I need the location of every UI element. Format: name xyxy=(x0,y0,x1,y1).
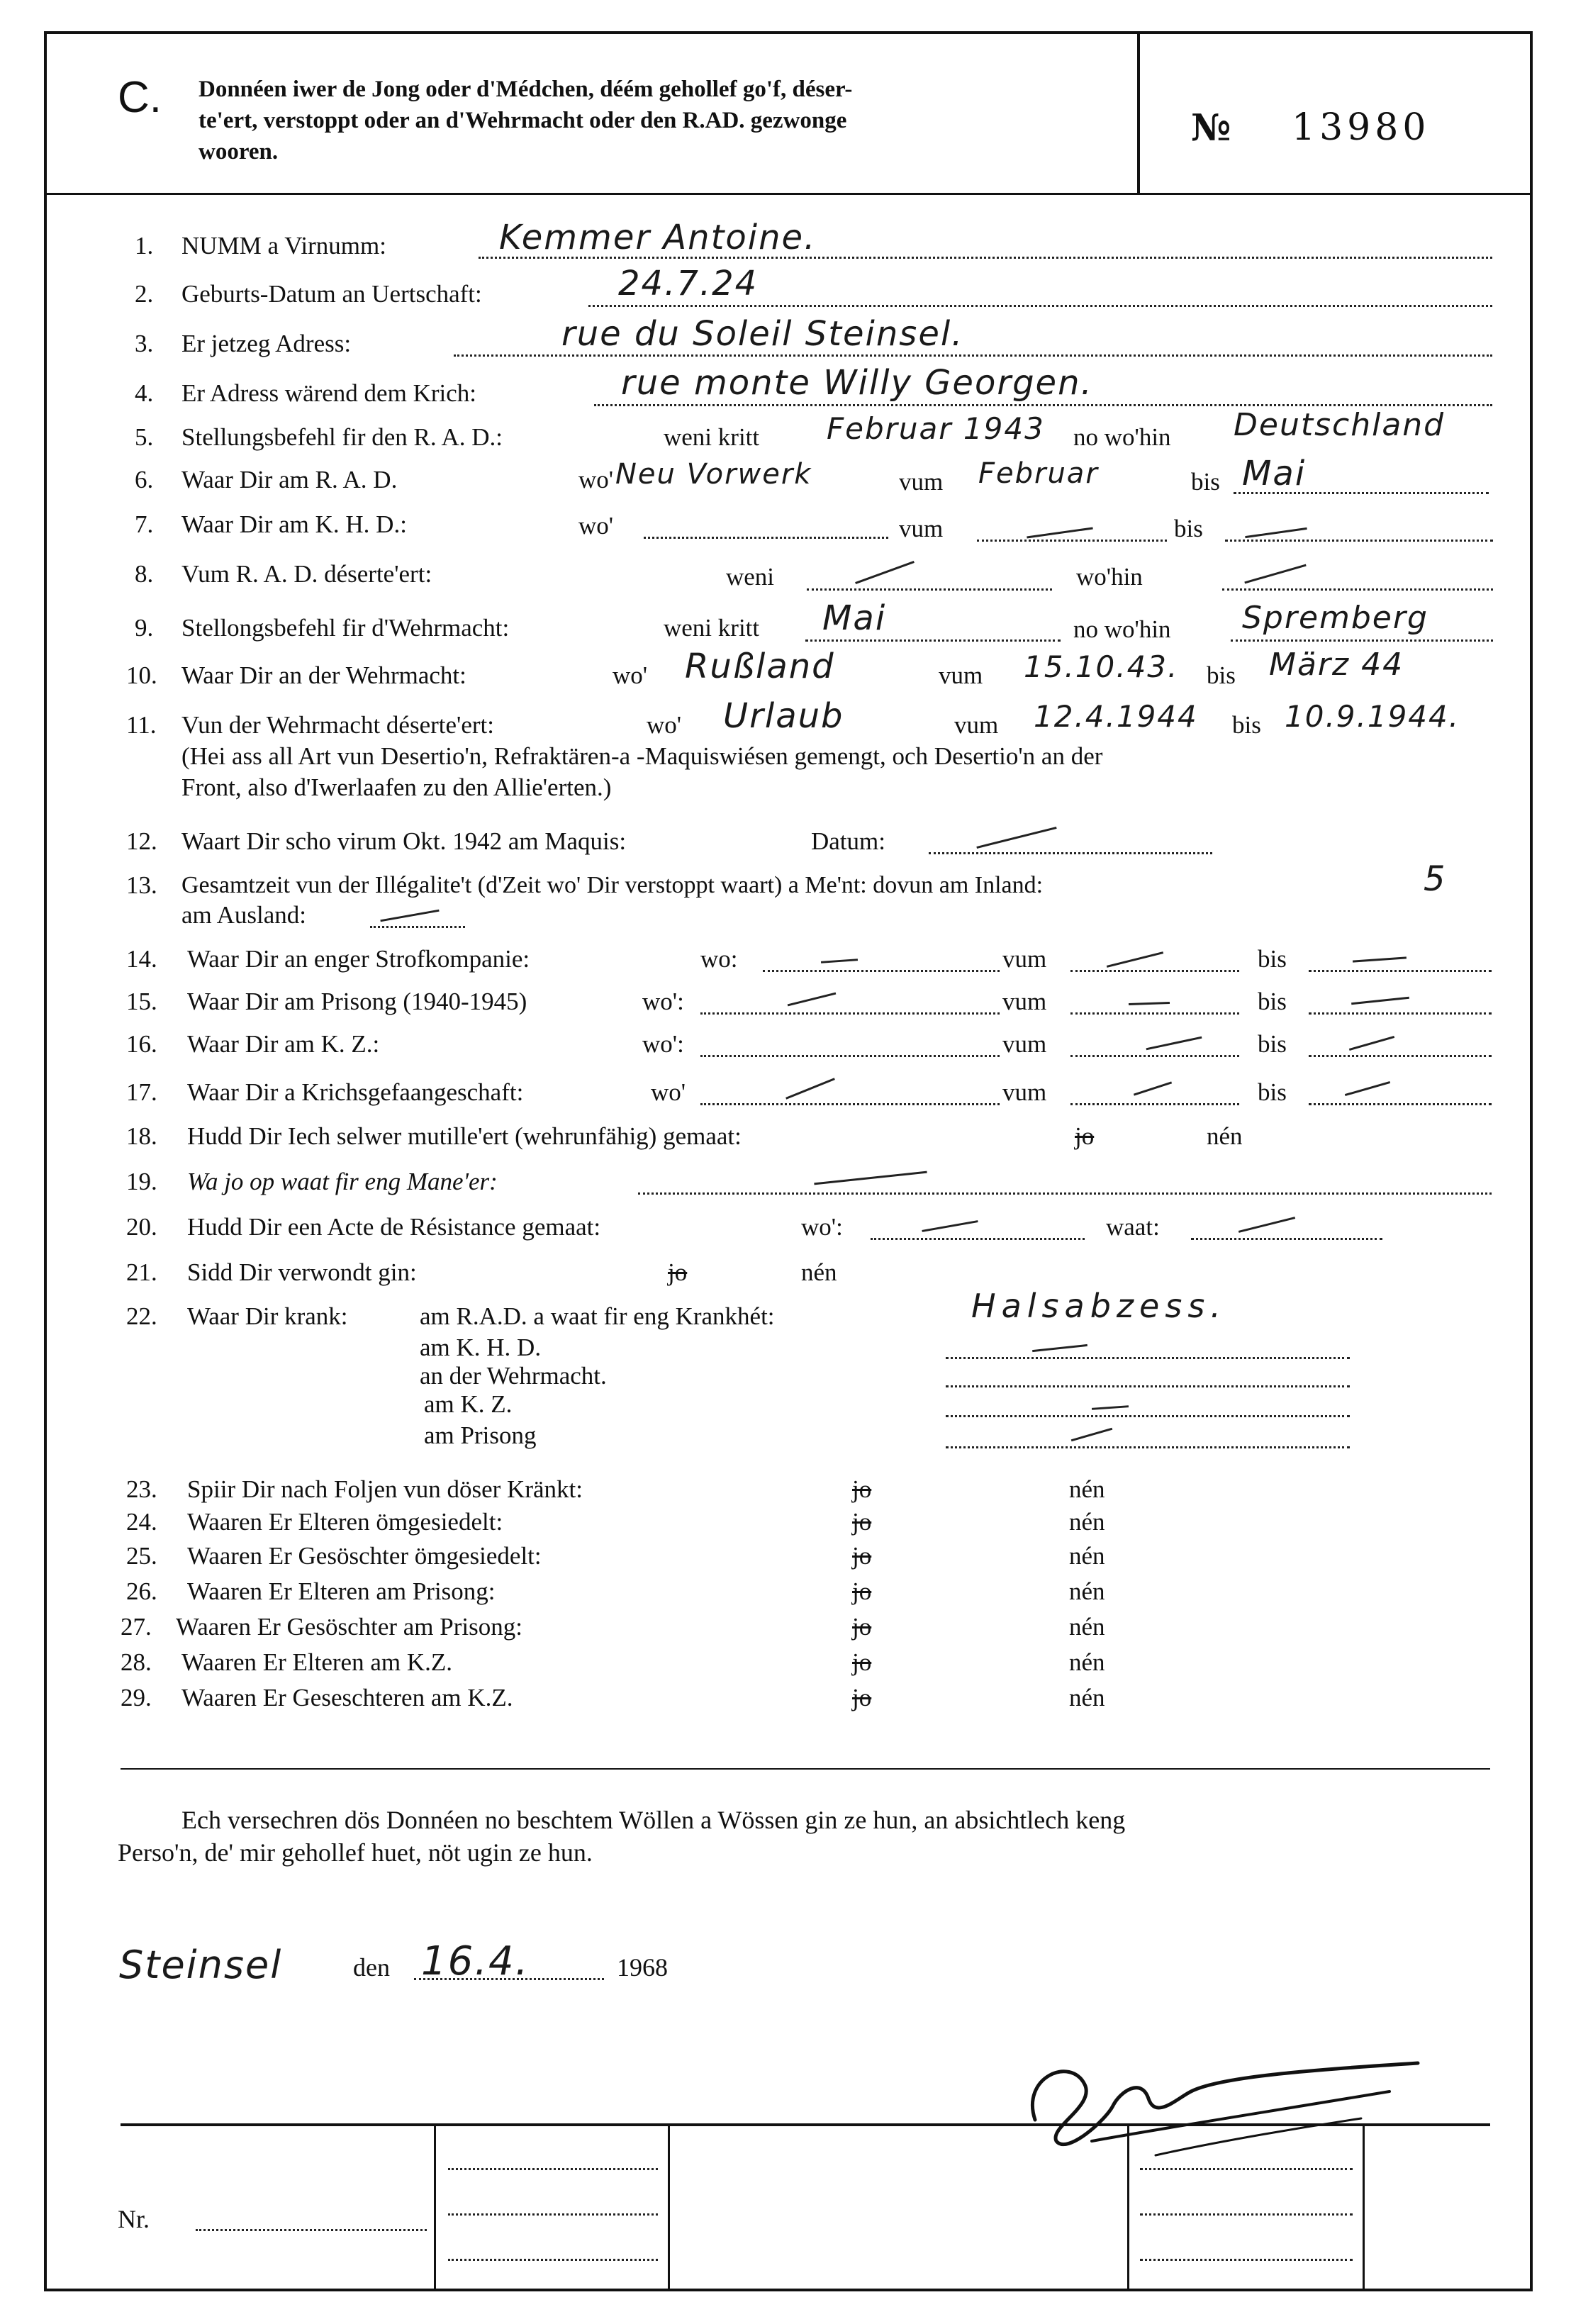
field-12-datum-label: Datum: xyxy=(811,827,885,855)
field-15-wo-label: wo': xyxy=(642,988,684,1015)
field-22-sub-kz: am K. Z. xyxy=(424,1390,513,1418)
field-8-weni-label: weni xyxy=(726,563,775,591)
field-15-label: Waar Dir am Prisong (1940-1945) xyxy=(187,988,527,1015)
signature-year: 1968 xyxy=(617,1953,668,1982)
field-7-wo-label: wo' xyxy=(578,512,614,540)
field-17-wo-label: wo' xyxy=(651,1078,686,1106)
field-21-number: 21. xyxy=(126,1258,157,1286)
field-16-number: 16. xyxy=(126,1030,157,1058)
field-19-label: Wa jo op waat fir eng Mane'er: xyxy=(187,1168,498,1195)
field-1-number: 1. xyxy=(135,232,154,259)
field-14-wo-line xyxy=(763,970,1000,972)
field-22-sub-prisong: am Prisong xyxy=(424,1421,537,1449)
header-bottom-rule xyxy=(44,193,1533,195)
field-15-bis-label: bis xyxy=(1258,988,1287,1015)
field-17-vum-label: vum xyxy=(1002,1078,1047,1106)
field-7-wo-line xyxy=(644,537,888,539)
field-23-nen-option[interactable]: nén xyxy=(1069,1475,1105,1503)
field-17-number: 17. xyxy=(126,1078,157,1106)
field-12-number: 12. xyxy=(126,827,157,855)
field-26-nen-option[interactable]: nén xyxy=(1069,1577,1105,1605)
field-10-label: Waar Dir an der Wehrmacht: xyxy=(181,661,466,689)
field-1-label: NUMM a Virnumm: xyxy=(181,232,386,259)
form-title-line-3: wooren. xyxy=(198,139,279,164)
field-22-rad-value[interactable]: Halsabzess. xyxy=(971,1287,1226,1325)
field-21-nen-option[interactable]: nén xyxy=(801,1258,837,1286)
field-23-label: Spiir Dir nach Foljen vun döser Kränkt: xyxy=(187,1475,583,1503)
field-11-note-line-1: (Hei ass all Art vun Desertio'n, Refraktären-a -Maquiswiésen gemengt, och Desertio'n an der xyxy=(181,742,1103,770)
footer-cell-1c xyxy=(448,2259,658,2261)
field-15-bis-line xyxy=(1309,1012,1492,1015)
field-2-label: Geburts-Datum an Uertschaft: xyxy=(181,280,482,308)
field-5-wohin-value[interactable]: Deutschland xyxy=(1234,407,1446,443)
field-4-label: Er Adress wärend dem Krich: xyxy=(181,379,476,407)
footer-cell-3c xyxy=(1140,2259,1353,2261)
field-12-datum-line xyxy=(929,852,1212,854)
field-20-waat-label: waat: xyxy=(1106,1213,1160,1241)
field-10-wo-label: wo' xyxy=(613,661,648,689)
field-21-label: Sidd Dir verwondt gin: xyxy=(187,1258,417,1286)
field-29-jo-option[interactable]: jo xyxy=(852,1684,872,1711)
field-20-label: Hudd Dir een Acte de Résistance gemaat: xyxy=(187,1213,601,1241)
field-14-label: Waar Dir an enger Strofkompanie: xyxy=(187,945,530,973)
field-6-bis-value[interactable]: Mai xyxy=(1242,454,1307,493)
footer-nr-label: Nr. xyxy=(118,2205,150,2233)
form-title-line-2: te'ert, verstoppt oder an d'Wehrmacht oder den R.AD. gezwonge xyxy=(198,108,847,133)
footer-nr-line xyxy=(196,2229,427,2231)
field-14-vum-label: vum xyxy=(1002,945,1047,973)
field-22-number: 22. xyxy=(126,1302,157,1330)
field-10-bis-value[interactable]: März 44 xyxy=(1269,647,1404,683)
field-9-label: Stellongsbefehl fir d'Wehrmacht: xyxy=(181,614,510,642)
field-15-vum-line xyxy=(1070,1012,1239,1015)
field-26-jo-option[interactable]: jo xyxy=(852,1577,872,1605)
field-16-vum-line xyxy=(1070,1055,1239,1057)
field-6-wo-value[interactable]: Neu Vorwerk xyxy=(615,458,812,491)
field-21-jo-option[interactable]: jo xyxy=(668,1258,688,1286)
field-16-vum-label: vum xyxy=(1002,1030,1047,1058)
field-22-sub-rad: am R.A.D. a waat fir eng Krankhét: xyxy=(420,1302,775,1330)
footer-col-1 xyxy=(434,2123,436,2291)
field-18-number: 18. xyxy=(126,1122,157,1150)
field-20-wo-line xyxy=(871,1238,1085,1240)
field-27-number: 27. xyxy=(121,1613,152,1641)
field-27-nen-option[interactable]: nén xyxy=(1069,1613,1105,1641)
declaration-rule xyxy=(121,1768,1490,1770)
field-6-bis-line xyxy=(1234,492,1489,494)
field-15-wo-line xyxy=(700,1012,1000,1015)
field-29-nen-option[interactable]: nén xyxy=(1069,1684,1105,1711)
field-16-bis-line xyxy=(1309,1055,1492,1057)
field-26-number: 26. xyxy=(126,1577,157,1605)
footer-cell-1a xyxy=(448,2168,658,2170)
field-9-wohin-line xyxy=(1231,639,1493,642)
field-3-label: Er jetzeg Adress: xyxy=(181,330,352,357)
field-6-vum-value[interactable]: Februar xyxy=(978,457,1099,490)
field-22-wehrmacht-line xyxy=(946,1385,1350,1387)
field-11-wo-label: wo' xyxy=(647,711,682,739)
field-5-label: Stellungsbefehl fir den R. A. D.: xyxy=(181,423,503,451)
field-11-vum-label: vum xyxy=(954,711,999,739)
field-7-bis-line xyxy=(1225,540,1493,542)
form-title-line-1: Donnéen iwer de Jong oder d'Médchen, déém gehollef go'f, déser- xyxy=(198,77,853,102)
field-9-weni-value[interactable]: Mai xyxy=(822,598,887,638)
field-16-wo-line xyxy=(700,1055,1000,1057)
field-8-weni-line xyxy=(807,588,1052,591)
field-20-waat-line xyxy=(1191,1238,1382,1240)
field-9-number: 9. xyxy=(135,614,154,642)
field-2-line xyxy=(588,305,1492,307)
field-24-number: 24. xyxy=(126,1508,157,1536)
field-11-note-line-2: Front, also d'Iwerlaafen zu den Allie'erten.) xyxy=(181,773,612,801)
field-22-sub-khd: am K. H. D. xyxy=(420,1334,542,1361)
field-23-jo-option[interactable]: jo xyxy=(852,1475,872,1503)
signature-date-line xyxy=(414,1978,604,1980)
footer-cell-3a xyxy=(1140,2168,1353,2170)
field-6-vum-label: vum xyxy=(899,468,944,496)
field-9-weni-label: weni kritt xyxy=(664,614,760,642)
field-13-ausland-line xyxy=(370,926,465,928)
field-25-nen-option[interactable]: nén xyxy=(1069,1542,1105,1570)
field-18-nen-option[interactable]: nén xyxy=(1207,1122,1243,1150)
field-22-prisong-line xyxy=(946,1446,1350,1448)
field-4-value[interactable]: rue monte Willy Georgen. xyxy=(621,363,1093,403)
field-27-jo-option[interactable]: jo xyxy=(852,1613,872,1641)
field-14-vum-line xyxy=(1070,970,1239,972)
field-4-number: 4. xyxy=(135,379,154,407)
field-22-khd-line xyxy=(946,1357,1350,1359)
field-5-wohin-label: no wo'hin xyxy=(1073,423,1171,451)
field-27-label: Waaren Er Gesöschter am Prisong: xyxy=(176,1613,522,1641)
field-24-label: Waaren Er Elteren ömgesiedelt: xyxy=(187,1508,503,1536)
field-22-sub-wehrmacht: an der Wehrmacht. xyxy=(420,1362,607,1390)
field-6-wo-label: wo' xyxy=(578,466,614,493)
header-divider xyxy=(1137,31,1140,194)
field-9-wohin-value[interactable]: Spremberg xyxy=(1242,600,1428,636)
field-3-value[interactable]: rue du Soleil Steinsel. xyxy=(561,314,964,354)
field-9-wohin-label: no wo'hin xyxy=(1073,615,1171,643)
field-5-number: 5. xyxy=(135,423,154,451)
field-15-number: 15. xyxy=(126,988,157,1015)
field-11-label: Vun der Wehrmacht déserte'ert: xyxy=(181,711,494,739)
footer-col-2 xyxy=(668,2123,670,2291)
field-28-nen-option[interactable]: nén xyxy=(1069,1648,1105,1676)
number-symbol: № xyxy=(1191,106,1231,150)
signature-place[interactable]: Steinsel xyxy=(119,1943,283,1987)
field-10-vum-label: vum xyxy=(939,661,983,689)
declaration-line-2: Perso'n, de' mir gehollef huet, nöt ugin ze hun. xyxy=(118,1838,593,1867)
field-17-wo-line xyxy=(700,1103,1000,1105)
field-29-label: Waaren Er Geseschteren am K.Z. xyxy=(181,1684,513,1711)
field-28-jo-option[interactable]: jo xyxy=(852,1648,872,1676)
field-20-wo-label: wo': xyxy=(801,1213,843,1241)
footer-col-4 xyxy=(1363,2123,1365,2291)
field-23-number: 23. xyxy=(126,1475,157,1503)
field-18-jo-option[interactable]: jo xyxy=(1075,1122,1095,1150)
field-26-label: Waaren Er Elteren am Prisong: xyxy=(187,1577,496,1605)
field-10-number: 10. xyxy=(126,661,157,689)
field-8-wohin-label: wo'hin xyxy=(1076,563,1143,591)
field-19-number: 19. xyxy=(126,1168,157,1195)
field-16-wo-label: wo': xyxy=(642,1030,684,1058)
field-2-number: 2. xyxy=(135,280,154,308)
footer-cell-3b xyxy=(1140,2213,1353,2216)
field-11-bis-label: bis xyxy=(1232,711,1261,739)
field-20-number: 20. xyxy=(126,1213,157,1241)
field-7-number: 7. xyxy=(135,510,154,538)
field-14-bis-line xyxy=(1309,970,1492,972)
field-22-kz-line xyxy=(946,1415,1350,1417)
field-24-nen-option[interactable]: nén xyxy=(1069,1508,1105,1536)
field-29-number: 29. xyxy=(121,1684,152,1711)
field-7-bis-label: bis xyxy=(1174,515,1203,542)
footer-col-3 xyxy=(1127,2123,1129,2291)
field-13-inland-value[interactable]: 5 xyxy=(1424,859,1447,899)
field-28-number: 28. xyxy=(121,1648,152,1676)
field-25-jo-option[interactable]: jo xyxy=(852,1542,872,1570)
field-15-vum-label: vum xyxy=(1002,988,1047,1015)
declaration-line-1: Ech versechren dös Donnéen no beschtem Wöllen a Wössen gin ze hun, an absichtlech keng xyxy=(181,1806,1126,1834)
section-letter: C. xyxy=(118,73,162,122)
field-17-label: Waar Dir a Krichsgefaangeschaft: xyxy=(187,1078,524,1106)
field-11-bis-value[interactable]: 10.9.1944. xyxy=(1285,699,1460,734)
field-8-number: 8. xyxy=(135,560,154,588)
field-9-weni-line xyxy=(805,639,1061,642)
field-7-vum-line xyxy=(977,540,1167,542)
field-1-value[interactable]: Kemmer Antoine. xyxy=(499,218,817,257)
field-22-label: Waar Dir krank: xyxy=(187,1302,348,1330)
field-17-bis-line xyxy=(1309,1103,1492,1105)
field-17-bis-label: bis xyxy=(1258,1078,1287,1106)
field-6-label: Waar Dir am R. A. D. xyxy=(181,466,398,493)
field-6-number: 6. xyxy=(135,466,154,493)
footer-cell-1b xyxy=(448,2213,658,2216)
field-11-vum-value[interactable]: 12.4.1944 xyxy=(1034,699,1198,734)
field-8-label: Vum R. A. D. déserte'ert: xyxy=(181,560,432,588)
field-17-vum-line xyxy=(1070,1103,1239,1105)
field-28-label: Waaren Er Elteren am K.Z. xyxy=(181,1648,452,1676)
footer-top-rule xyxy=(121,2123,1490,2126)
field-3-line xyxy=(454,354,1492,357)
field-19-line xyxy=(638,1192,1492,1195)
field-7-label: Waar Dir am K. H. D.: xyxy=(181,510,407,538)
field-2-value[interactable]: 24.7.24 xyxy=(618,264,759,303)
field-13-number: 13. xyxy=(126,871,157,899)
field-14-wo-label: wo: xyxy=(700,945,738,973)
field-5-weni-value[interactable]: Februar 1943 xyxy=(827,411,1045,446)
field-10-bis-label: bis xyxy=(1207,661,1236,689)
field-10-wo-value[interactable]: Rußland xyxy=(685,647,835,686)
field-25-label: Waaren Er Gesöschter ömgesiedelt: xyxy=(187,1542,542,1570)
field-16-bis-label: bis xyxy=(1258,1030,1287,1058)
field-6-bis-label: bis xyxy=(1191,468,1220,496)
field-4-line xyxy=(594,404,1492,406)
field-25-number: 25. xyxy=(126,1542,157,1570)
field-12-label: Waart Dir scho virum Okt. 1942 am Maquis: xyxy=(181,827,627,855)
handwritten-signature xyxy=(1007,2035,1446,2162)
field-7-vum-label: vum xyxy=(899,515,944,542)
signature-den-label: den xyxy=(353,1953,390,1982)
field-16-label: Waar Dir am K. Z.: xyxy=(187,1030,380,1058)
field-11-wo-value[interactable]: Urlaub xyxy=(723,696,844,736)
field-10-vum-value[interactable]: 15.10.43. xyxy=(1024,649,1179,684)
form-number: 13980 xyxy=(1292,106,1431,149)
field-18-label: Hudd Dir Iech selwer mutille'ert (wehrunfähig) gemaat: xyxy=(187,1122,742,1150)
signature-date[interactable]: 16.4. xyxy=(421,1938,530,1984)
field-24-jo-option[interactable]: jo xyxy=(852,1508,872,1536)
field-3-number: 3. xyxy=(135,330,154,357)
field-5-weni-label: weni kritt xyxy=(664,423,760,451)
field-13-ausland-label: am Ausland: xyxy=(181,901,306,929)
field-13-label: Gesamtzeit vun der Illégalite't (d'Zeit wo' Dir verstoppt waart) a Me'nt: dovun am Inland: xyxy=(181,872,1044,898)
field-14-number: 14. xyxy=(126,945,157,973)
field-11-number: 11. xyxy=(126,711,157,739)
field-14-bis-label: bis xyxy=(1258,945,1287,973)
field-8-wohin-line xyxy=(1222,588,1493,591)
